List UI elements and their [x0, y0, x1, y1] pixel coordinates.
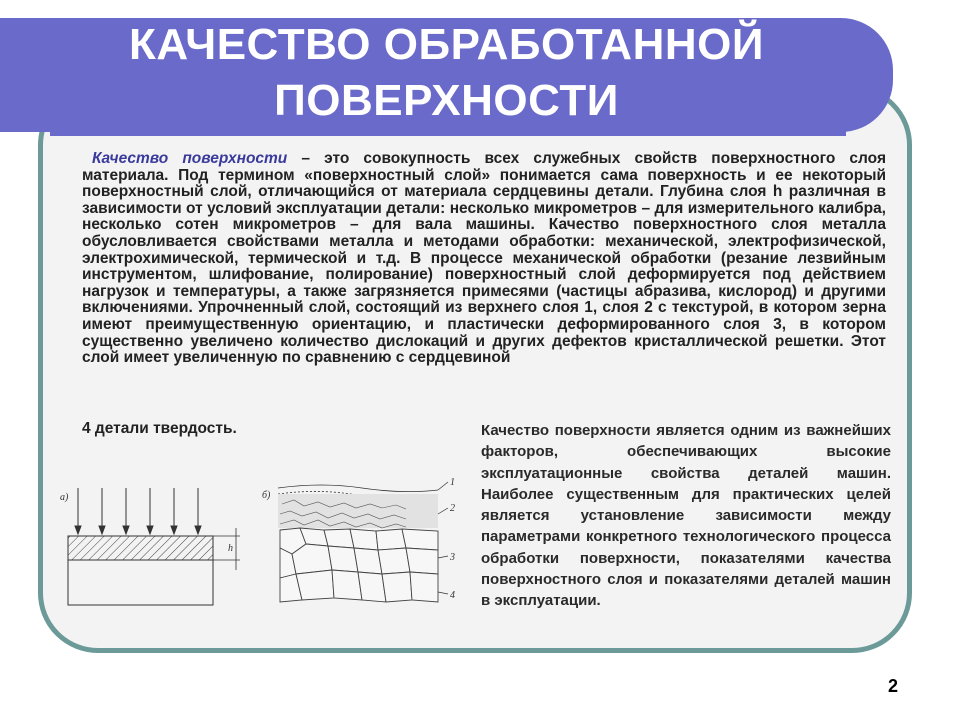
figure-b-grain-structure	[262, 474, 462, 614]
slide-title-line-2: ПОВЕРХНОСТИ	[274, 76, 619, 125]
figure-a-label: а)	[60, 492, 69, 503]
layer-label-1: 1	[450, 477, 455, 488]
layer-label-3: 3	[450, 552, 455, 563]
main-paragraph	[82, 151, 886, 367]
depth-label: h	[228, 543, 233, 554]
side-paragraph: Качество поверхности является одним из важнейших факторов, обеспечивающих высокие эксплуатационные свойства деталей машин. Наиболее существенным для практических целей является установление зависимости между параметрами конкретного технологического процесса обработки поверхности, показателями качества поверхностного слоя и показателями деталей машин в эксплуатации.	[481, 422, 891, 610]
surface-layer	[68, 536, 213, 560]
core-material	[68, 560, 213, 605]
figure-b-label: б)	[262, 490, 271, 501]
page-number: 2	[888, 676, 899, 696]
textured-layer	[278, 494, 438, 528]
title-underline	[50, 130, 846, 136]
layer-label-2: 2	[450, 503, 455, 514]
core-grains	[280, 528, 438, 602]
figure-a-specimen-diagram	[60, 478, 260, 608]
main-paragraph-text: – это совокупность всех служебных свойств поверхностного слоя материала. Под термином «поверхностный слой» понимается сама поверхность и ее некоторый поверхностный слой, отличающийся от материала сердцевины детали. Глубина слоя h различная в зависимости от условий эксплуатации детали: несколько микрометров – для измерительного калибра, несколько сотен микрометров – для вала машины. Качество поверхностного слоя металла обусловливается свойствами металла и методами обработки: механической, электрофизической, электрохимической, термической и т.д. В процессе механической обработки (резание лезвийным инструментом, шлифование, полирование) поверхностный слой деформируется под действием нагрузок и температуры, а также загрязняется примесями (частицы абразива, кислород) и другими включениями. Упрочненный слой, состоящий из верхнего слоя 1, слоя 2 с текстурой, в котором зерна имеют преимущественную ориентацию, и пластически деформированного слоя 3, в котором существенно увеличено количество дислокаций и других дефектов кристаллической решетки. Этот слой имеет увеличенную по сравнению с сердцевиной	[82, 150, 886, 367]
main-paragraph-ending: 4 детали твердость.	[82, 420, 237, 437]
layer-label-4: 4	[450, 590, 455, 601]
slide-title-line-1: КАЧЕСТВО ОБРАБОТАННОЙ	[129, 20, 764, 69]
load-arrows	[75, 488, 201, 534]
term-highlight: Качество поверхности	[92, 150, 288, 167]
